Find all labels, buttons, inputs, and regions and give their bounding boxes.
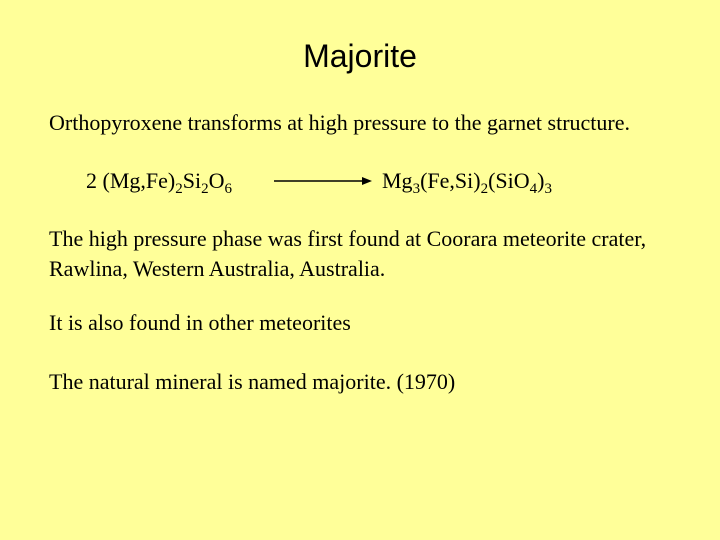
formula-subscript: 2 bbox=[175, 181, 183, 197]
discovery-line-2: Rawlina, Western Australia, Australia. bbox=[49, 256, 386, 281]
formula-text: O bbox=[208, 168, 225, 193]
formula-subscript: 3 bbox=[544, 181, 552, 197]
formula-text: 2 (Mg,Fe) bbox=[86, 168, 176, 193]
formula-text: Mg bbox=[382, 168, 413, 193]
formula-subscript: 2 bbox=[201, 181, 209, 197]
slide-title: Majorite bbox=[303, 38, 417, 74]
formula-text: ) bbox=[537, 168, 545, 193]
reaction-product bbox=[382, 166, 552, 196]
formula-subscript: 4 bbox=[529, 181, 538, 197]
intro-text: Orthopyroxene transforms at high pressure to the garnet structure. bbox=[49, 110, 630, 135]
formula-text: Si bbox=[182, 168, 202, 193]
formula-subscript: 3 bbox=[412, 181, 421, 197]
reaction-arrow-icon bbox=[274, 174, 372, 188]
naming-text: The natural mineral is named majorite. (1970) bbox=[49, 369, 456, 394]
other-meteorites-text: It is also found in other meteorites bbox=[49, 310, 351, 335]
formula-subscript: 6 bbox=[224, 181, 232, 197]
formula-text: (SiO bbox=[488, 168, 530, 193]
reaction-reactant bbox=[86, 166, 232, 196]
discovery-line-1: The high pressure phase was first found at Coorara meteorite crater, bbox=[49, 226, 647, 251]
formula-text: (Fe,Si) bbox=[420, 168, 481, 193]
formula-subscript: 2 bbox=[480, 181, 489, 197]
discovery-text bbox=[49, 224, 646, 284]
